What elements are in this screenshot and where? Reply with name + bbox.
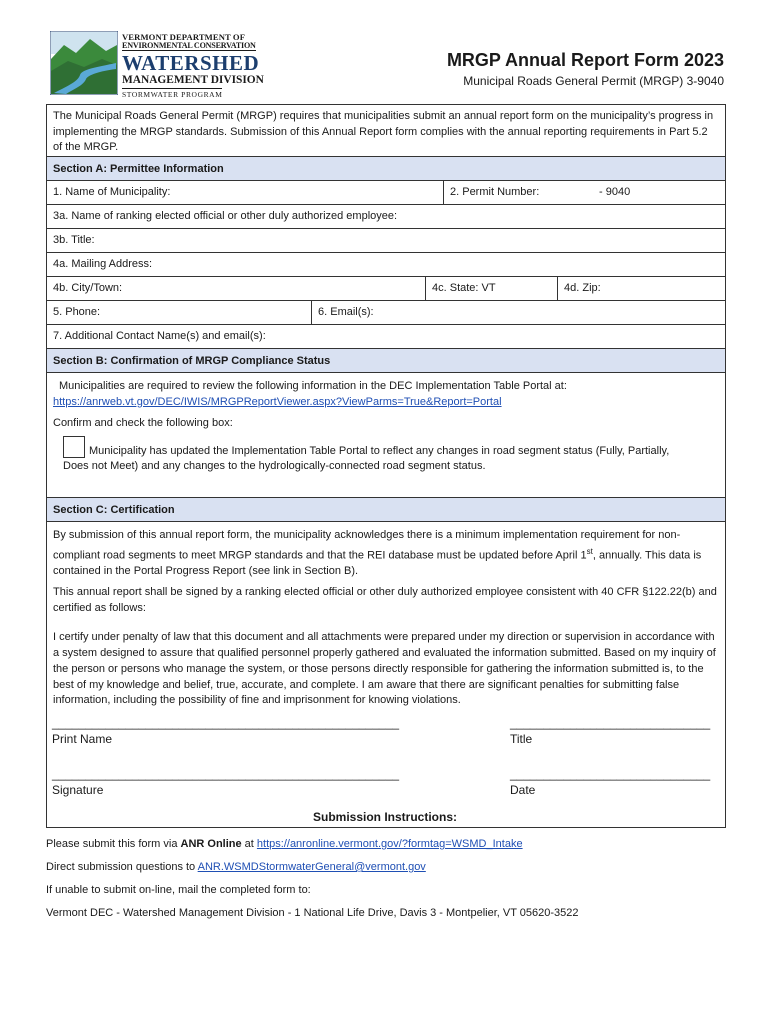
certification-paragraph-1: By submission of this annual report form, the municipality acknowledges there is a minimum implementation requirement for non-compliant road segments to meet MRGP standards and that the REI database must be updated before April 1st, annually. This data is contained in the Portal Progress Report (see link in Section B). — [53, 529, 702, 577]
watershed-landscape-icon — [50, 31, 118, 95]
logo-line-2: ENVIRONMENTAL CONSERVATION — [122, 41, 256, 50]
agency-logo — [50, 31, 266, 99]
row-municipality-permit — [47, 181, 725, 205]
logo-line-1: VERMONT DEPARTMENT OF — [122, 32, 246, 42]
section-c-heading: Section C: Certification — [47, 498, 725, 522]
portal-link[interactable]: https://anrweb.vt.gov/DEC/IWIS/MRGPReportViewer.aspx?ViewParms=True&Report=Portal — [53, 395, 502, 408]
logo-line-4: MANAGEMENT DIVISION — [122, 74, 264, 86]
date-line[interactable]: ______________________________ — [510, 767, 711, 781]
logo-line-3: WATERSHED — [122, 51, 260, 75]
checkbox-label-line1: Municipality has updated the Implementation Table Portal to reflect any changes in road segment status (Fully, Partially, — [89, 444, 670, 457]
confirm-text: Confirm and check the following box: — [53, 417, 233, 429]
submission-line-3: If unable to submit on-line, mail the completed form to: — [46, 884, 311, 896]
submission-heading: Submission Instructions: — [312, 810, 457, 824]
permit-number-label: 2. Permit Number: — [450, 186, 540, 198]
row-city-state-zip — [47, 277, 725, 301]
section-a-heading: Section A: Permittee Information — [47, 157, 725, 181]
zip-field[interactable]: 4d. Zip: — [557, 277, 725, 300]
contact-email-link[interactable]: ANR.WSMDStormwaterGeneral@vermont.gov — [197, 861, 426, 873]
phone-field[interactable]: 5. Phone: — [53, 306, 101, 318]
certification-paragraph-3: I certify under penalty of law that this document and all attachments were prepared under my direction or supervision in accordance with a system designed to assure that qualified personnel properly gathered and evaluated the information submitted. Based on my inquiry of the person or persons who manage the system, or those persons directly responsible for gathering the information submitted is, to the best of my knowledge and belief, true, accurate, and complete. I am aware that there are significant penalties for submitting false information, including the possibility of fine and imprisonment for knowing violations. — [53, 631, 716, 707]
checkbox-label-line2: Does not Meet) and any changes to the hydrologically-connected road segment status. — [63, 460, 486, 472]
contacts-field[interactable]: 7. Additional Contact Name(s) and email(s): — [47, 325, 725, 349]
section-b-body — [47, 373, 725, 498]
email-field[interactable]: 6. Email(s): — [311, 301, 725, 324]
title-field[interactable]: 3b. Title: — [47, 229, 725, 253]
certification-paragraph-2: This annual report shall be signed by a ranking elected official or other duly authorized employee consistent with 40 CFR §122.22(b) and certified as follows: — [53, 586, 717, 614]
state-field[interactable]: 4c. State: VT — [425, 277, 557, 300]
title-line[interactable]: ______________________________ — [510, 716, 711, 730]
submission-line-1: Please submit this form via ANR Online at https://anronline.vermont.gov/?formtag=WSMD_Intake — [46, 838, 523, 850]
signature-line[interactable]: ____________________________________________________ — [52, 767, 400, 781]
signature-label: Signature — [52, 783, 104, 797]
submission-line-2: Direct submission questions to ANR.WSMDStormwaterGeneral@vermont.gov — [46, 861, 426, 873]
mailing-address-line: Vermont DEC - Watershed Management Division - 1 National Life Drive, Davis 3 - Montpelier, VT 05620-3522 — [46, 907, 579, 919]
section-c-body — [47, 522, 725, 828]
anr-online-link[interactable]: https://anronline.vermont.gov/?formtag=WSMD_Intake — [256, 838, 523, 850]
permit-number-field[interactable] — [443, 181, 725, 204]
municipality-field[interactable]: 1. Name of Municipality: — [53, 186, 171, 198]
page-title: MRGP Annual Report Form 2023 — [446, 50, 724, 70]
print-name-label: Print Name — [52, 732, 113, 746]
official-field[interactable]: 3a. Name of ranking elected official or other duly authorized employee: — [47, 205, 725, 229]
print-name-line[interactable]: ____________________________________________________ — [52, 716, 400, 730]
date-label: Date — [510, 783, 536, 797]
permit-number-suffix: - 9040 — [599, 186, 631, 198]
compliance-checkbox[interactable] — [63, 436, 85, 458]
row-phone-email — [47, 301, 725, 325]
page-subtitle: Municipal Roads General Permit (MRGP) 3-9040 — [463, 74, 724, 88]
logo-line-5: STORMWATER PROGRAM — [122, 90, 223, 99]
city-field[interactable]: 4b. City/Town: — [53, 282, 123, 294]
mailing-address-field[interactable]: 4a. Mailing Address: — [47, 253, 725, 277]
intro-text: The Municipal Roads General Permit (MRGP) requires that municipalities submit an annual report form on the municipality’s progress in implementing the MRGP standards. Submission of this Annual Report form complies with the annual reporting requirements in Part 5.2 of the MRGP. — [47, 105, 725, 157]
title-label: Title — [510, 732, 533, 746]
section-b-heading: Section B: Confirmation of MRGP Compliance Status — [47, 349, 725, 373]
section-b-text: Municipalities are required to review the following information in the DEC Implementation Table Portal at: — [59, 380, 567, 392]
